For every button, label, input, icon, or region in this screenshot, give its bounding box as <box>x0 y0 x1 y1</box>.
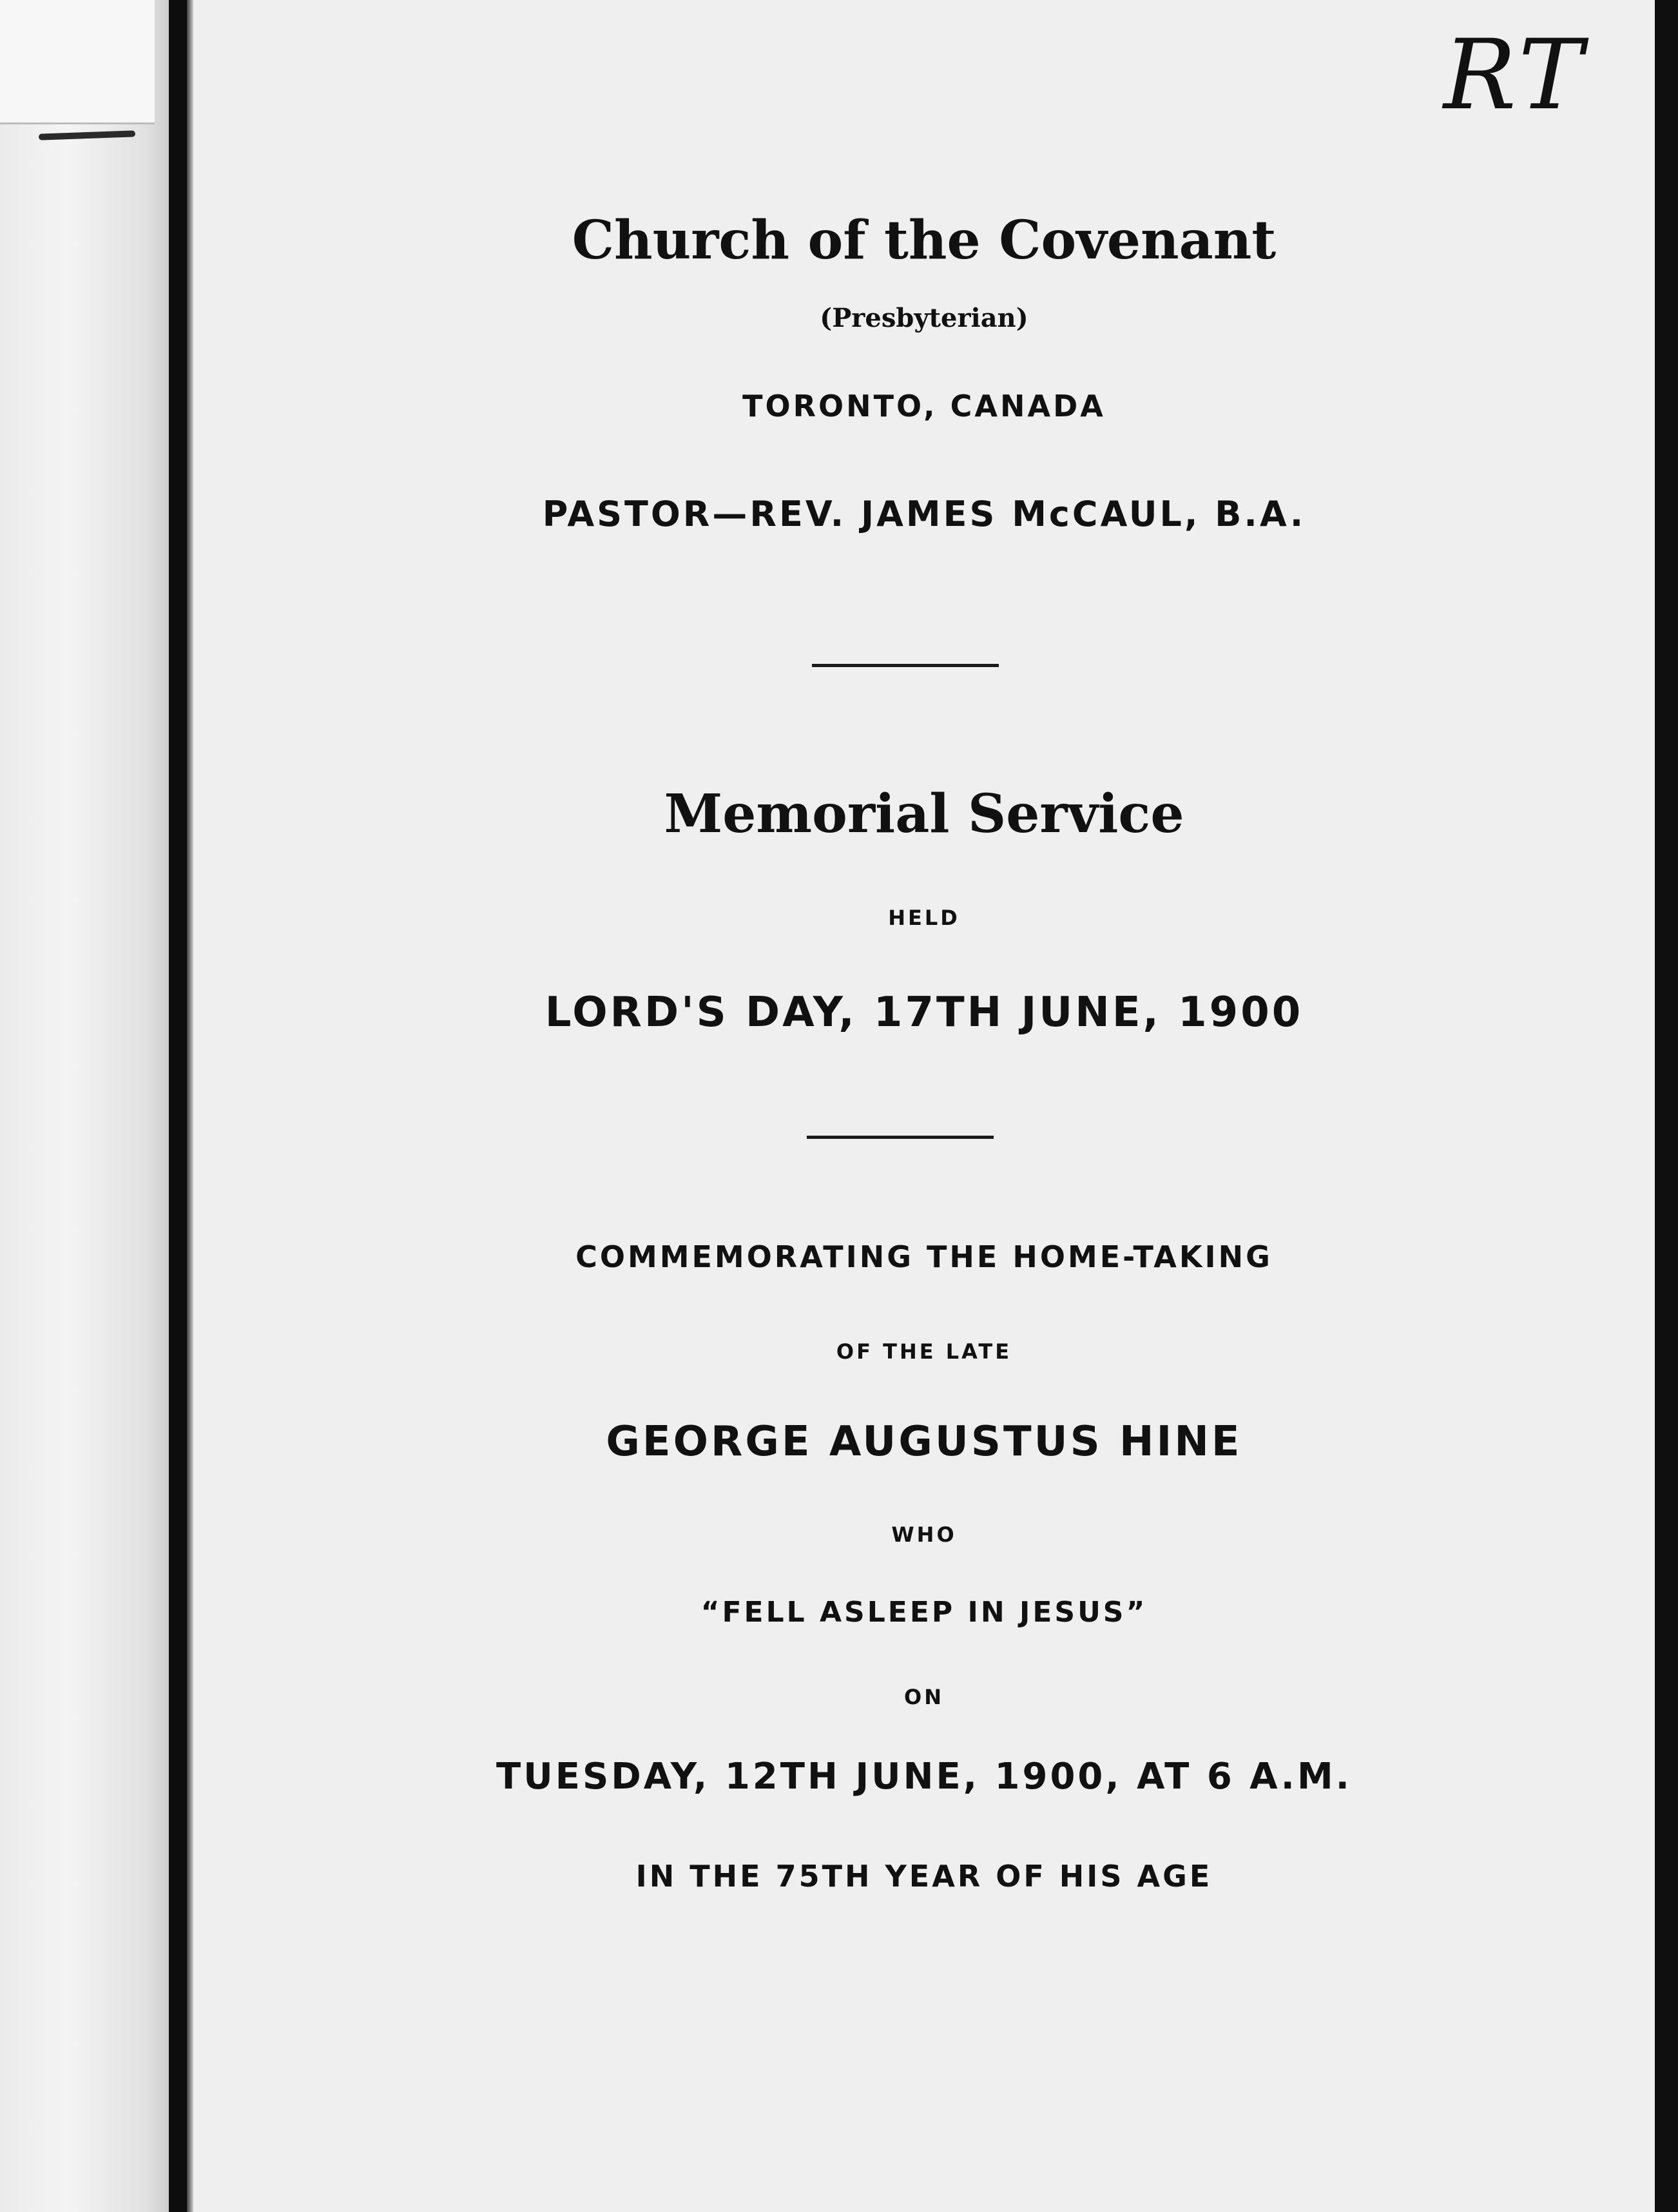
death-date: TUESDAY, 12TH JUNE, 1900, AT 6 A.M. <box>496 1756 1352 1798</box>
denomination: (Presbyterian) <box>820 303 1028 333</box>
who-line: WHO <box>891 1522 957 1547</box>
held-label: HELD <box>888 906 960 930</box>
service-title: Memorial Service <box>664 783 1184 845</box>
book-spine <box>169 0 187 2212</box>
quote-line: “FELL ASLEEP IN JESUS” <box>700 1596 1148 1629</box>
on-line: ON <box>904 1685 944 1709</box>
church-name: Church of the Covenant <box>572 209 1277 271</box>
facing-page-flap <box>0 0 155 124</box>
handwritten-annotation: RT <box>1443 19 1587 131</box>
deceased-name: GEORGE AUGUSTUS HINE <box>606 1418 1242 1466</box>
service-date: LORD'S DAY, 17TH JUNE, 1900 <box>545 989 1304 1036</box>
age-line: IN THE 75TH YEAR OF HIS AGE <box>635 1859 1213 1894</box>
divider-bottom <box>807 1136 994 1139</box>
spine-shadow <box>187 0 193 2212</box>
location: TORONTO, CANADA <box>742 389 1106 423</box>
pastor: PASTOR—REV. JAMES McCAUL, B.A. <box>542 494 1306 534</box>
facing-page-edge <box>0 0 169 2212</box>
of-the-late-line: OF THE LATE <box>836 1339 1012 1364</box>
divider-top <box>812 664 999 667</box>
page-right-border <box>1655 0 1678 2212</box>
commemorating-line: COMMEMORATING THE HOME-TAKING <box>575 1239 1273 1274</box>
